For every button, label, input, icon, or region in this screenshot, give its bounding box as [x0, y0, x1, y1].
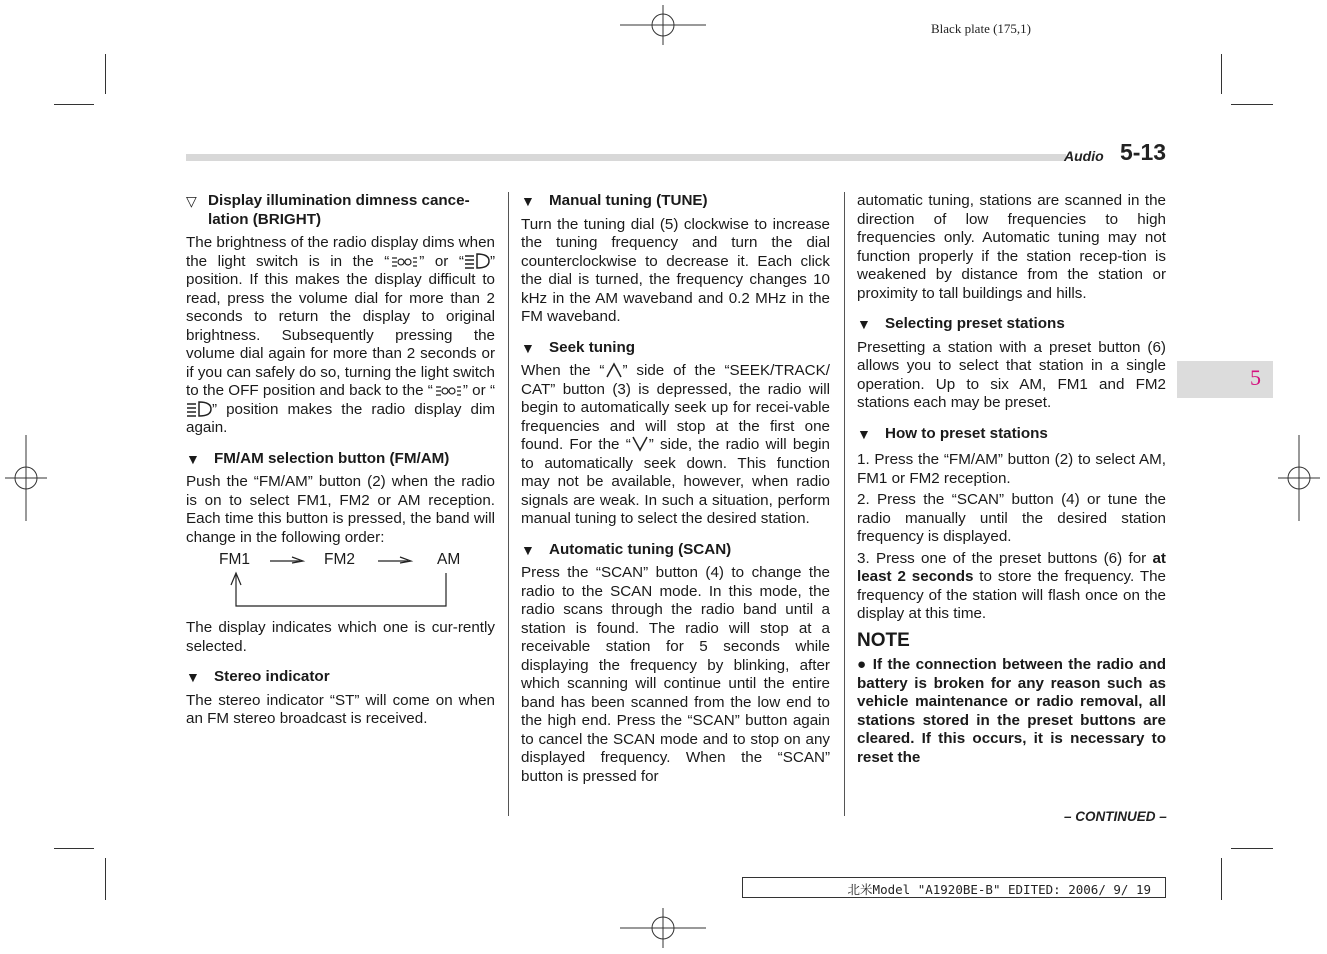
band-cycle-arrows: [186, 551, 495, 613]
paragraph: Presetting a station with a preset button (6) allows you to select that station in a single operation. Up to six AM, FM1 and FM2 stations each may be preset.: [857, 338, 1166, 411]
chapter-tab: [1177, 361, 1273, 398]
triangle-icon: ▼: [857, 316, 871, 332]
triangle-icon: ▼: [186, 669, 200, 685]
band-order-diagram: [186, 551, 495, 613]
column-2: [521, 192, 830, 798]
edit-info-box: 北米Model "A1920BE-B" EDITED: 2006/ 9/ 19: [742, 877, 1166, 898]
crop-mark: [105, 54, 106, 94]
paragraph: automatic tuning, stations are scanned in the direction of low frequencies to high frequencies only. Automatic tuning may not function properly if the station recep-tion is weakened by distance from the station or proximity to tall buildings and hills.: [857, 192, 1166, 302]
crop-mark: [54, 848, 94, 849]
triangle-icon: ▼: [521, 193, 535, 209]
step-2: 2. Press the “SCAN” button (4) or tune the radio manually until the desired station frequency is displayed.: [857, 491, 1166, 545]
section-heading: ▼ Selecting preset stations: [857, 315, 1065, 332]
band-am: AM: [437, 551, 461, 568]
registration-mark-icon: [1278, 435, 1320, 521]
column-divider: [844, 192, 845, 816]
paragraph: The display indicates which one is cur-rently selected.: [186, 619, 495, 655]
column-1: [186, 192, 495, 741]
paragraph: The brightness of the radio display dims when the light switch is in the “ ” or “ ” position. If this makes the display difficult to read, press the volume dial for more than 2 seconds to return the display to original brightness. Subsequently pressing the volume dial again for more than 2 seconds or if you can safely do so, turning the light switch to the OFF position and back to the “ ” or “” position makes the radio display dim again.: [186, 234, 496, 436]
section-heading: ▼ Stereo indicator: [186, 668, 330, 685]
registration-mark-icon: [620, 5, 706, 45]
header-rule: [186, 154, 1066, 161]
crop-mark: [1221, 858, 1222, 900]
section-heading: ▽ Display illumination dimness cance-lation (BRIGHT): [186, 192, 470, 228]
parking-light-icon: [433, 384, 463, 398]
headlight-icon: [464, 253, 490, 269]
step-3: 3. Press one of the preset buttons (6) for at least 2 seconds to store the frequency. The frequency of the station will flash once on the display at this time.: [857, 549, 1166, 622]
crop-mark: [1221, 54, 1222, 94]
section-heading: ▼ How to preset stations: [857, 424, 1048, 442]
crop-mark: [1231, 848, 1273, 849]
section-heading: ▼ FM/AM selection button (FM/AM): [186, 449, 450, 467]
section-title: Audio: [1064, 148, 1104, 164]
registration-mark-icon: [5, 435, 47, 521]
crop-mark: [105, 858, 106, 900]
crop-mark: [1231, 104, 1273, 105]
paragraph: When the “ ” side of the “SEEK/TRACK/ CAT” button (3) is depressed, the radio will begin to automatically seek up for recei-vable frequencies and will stop at the first one found. For the “ ” side, the radio will begin to automatically seek down. This function may not be available, however, when radio signals are weak. In such a situation, perform manual tuning to select the desired station.: [521, 362, 830, 527]
triangle-icon: ▼: [857, 425, 871, 442]
note-body: ● If the connection between the radio and battery is broken for any reason such as vehicle maintenance or radio removal, all stations stored in the preset buttons are cleared. If this occurs, it is necessary to reset the: [857, 656, 1166, 766]
step-1: 1. Press the “FM/AM” button (2) to select AM, FM1 or FM2 reception.: [857, 451, 1166, 487]
triangle-icon: ▼: [521, 339, 535, 356]
page-number: 5-13: [1120, 139, 1167, 165]
column-3: [857, 192, 1166, 767]
note-title: NOTE: [857, 629, 910, 651]
paragraph: The stereo indicator “ST” will come on when an FM stereo broadcast is received.: [186, 691, 495, 727]
section-heading: ▼ Automatic tuning (SCAN): [521, 540, 732, 558]
seek-up-icon: [605, 362, 623, 378]
triangle-icon: ▼: [186, 450, 200, 467]
parking-light-icon: [389, 255, 419, 269]
column-divider: [508, 192, 509, 816]
plate-label: Black plate (175,1): [931, 21, 1031, 36]
band-fm2: FM2: [324, 551, 355, 568]
band-fm1: FM1: [219, 551, 250, 568]
chapter-number: 5: [1250, 365, 1261, 390]
paragraph: Push the “FM/AM” button (2) when the radio is on to select FM1, FM2 or AM reception. Each time this button is pressed, the band will change in the following order:: [186, 473, 495, 546]
crop-mark: [54, 104, 94, 105]
open-triangle-icon: ▽: [186, 193, 197, 209]
registration-mark-icon: [620, 908, 706, 948]
section-heading: ▼ Seek tuning: [521, 338, 636, 356]
continued-label: – CONTINUED –: [1064, 809, 1167, 824]
paragraph: Press the “SCAN” button (4) to change the radio to the SCAN mode. In this mode, the radio scans through the radio band until a station is found. The radio will stop at a receivable station for 5 seconds while displaying the frequency by blinking, after which scanning will continue until the entire band has been scanned from the low end to the high end. Press the “SCAN” button again to cancel the SCAN mode and to stop on any displayed frequency. When the “SCAN” button is pressed for: [521, 564, 830, 785]
section-heading: ▼ Manual tuning (TUNE): [521, 192, 708, 209]
seek-down-icon: [631, 436, 649, 452]
triangle-icon: ▼: [521, 541, 535, 558]
paragraph: Turn the tuning dial (5) clockwise to increase the tuning frequency and turn the dial counterclockwise to decrease it. Each click the dial is turned, the frequency changes 10 kHz in the AM waveband and 0.2 MHz in the FM waveband.: [521, 215, 830, 325]
headlight-icon: [186, 401, 212, 417]
